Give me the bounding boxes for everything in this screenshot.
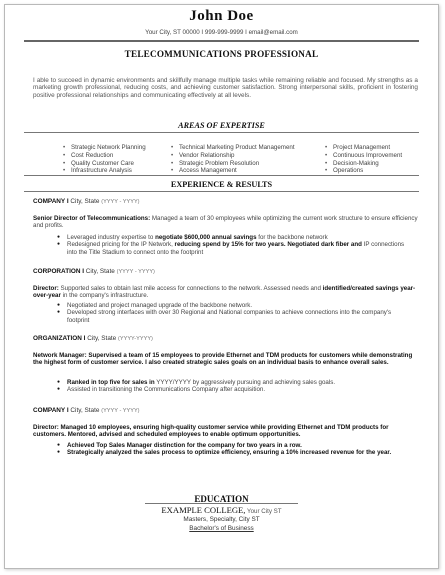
bullet-text: Developed strong interfaces with over 30 Regional and National companies to achieve connections into the company's footprint [67,309,392,324]
company-name: COMPANY I [33,198,69,205]
expertise-item: • Technical Marketing Product Management [171,144,295,152]
college-line [5,505,438,515]
company-location: City, State [68,198,102,205]
job-dates: (YYYY - YYYY) [101,199,140,205]
bullet-text: IP connections into the Title Stadium to connect onto the footprint [67,241,405,256]
company-location: City, State [85,335,118,342]
expertise-item: • Access Management [171,167,295,175]
job-description [33,215,421,230]
expertise-column-3 [325,144,402,175]
job-description [33,424,421,439]
job-bullets [60,302,415,324]
expertise-item: • Infrastructure Analysis [63,167,146,175]
expertise-item: • Continuous Improvement [325,152,402,160]
job-bullet [60,386,415,393]
job-role-tail: in the company's infrastructure. [60,292,149,300]
expertise-item: • Operations [325,167,402,175]
contact-email: I email@email.com [243,29,298,36]
job-role: Network Manager: [33,352,89,359]
job-description [33,352,421,367]
bullet-text: YYYY/YYYY by aggressively pursuing and achieving sales goals. [154,379,336,386]
degree-masters: Masters, Specialty, City ST [183,516,260,523]
expertise-item: • Vendor Relationship [171,152,295,160]
job-description [33,285,421,300]
experience-divider-bottom [24,191,419,192]
contact-address: Your City, ST 00000 I [145,29,205,36]
job-role-highlight: identified/created savings year-over-year [33,285,416,300]
job-bullets [60,234,415,256]
job-bullets [60,442,415,457]
education-divider [145,503,298,504]
job-role-text: Managed 10 employees, ensuring high-quality customer service while providing Ethernet and TDM products for customers. Mentored, advised and scheduled employees to enable optimum opportunities. [33,424,389,439]
bullet-text: Redesigned pricing for the IP Network, [67,241,175,249]
job-role-text: Managed a team of 30 employees while optimizing the current work structure to ensure efficiency and profits. [33,215,418,230]
resume-page [4,4,439,569]
summary-paragraph: I able to succeed in dynamic environments and skillfully manage multiple tasks while remaining reliable and focused. My strengths as a marketing growth professional, reducing costs, and achieving customer satisfaction. Strong interpersonal skills, proficient in fostering positive professional relationships and communicating effectively at all levels. [33,77,418,99]
degree-bachelor [5,525,438,532]
job-header [33,268,421,275]
job-role: Director: [33,424,61,431]
job-dates: (YYYY - YYYY) [101,408,140,414]
job-bullet [60,379,415,386]
job-header [33,335,421,342]
bullet-highlight: negotiate $600,000 annual savings [155,234,257,241]
bullet-text: Leveraged industry expertise to [67,234,156,241]
expertise-item: • Quality Customer Care [63,160,146,168]
job-bullet [60,309,415,324]
bullet-highlight: Achieved Top Sales Manager distinction for the company for two years in a row. [67,442,302,449]
expertise-item: • Strategic Problem Resolution [171,160,295,168]
bullet-highlight: Strategically analyzed the sales process to optimize efficiency, ensuring a 10% increased revenue for the year. [67,449,392,457]
job-role-text: Supervised a team of 15 employees to provide Ethernet and TDM products for customers while demonstrating the highest form of customer service. I also created strategic sales goals on an individual basis to enhance overall sales. [33,352,413,367]
expertise-divider [24,132,419,133]
job-role: Senior Director of Telecommunications: [33,215,152,222]
company-name: CORPORATION I [33,268,85,275]
bullet-text: Assisted in transitioning the Communications Company after acquisition. [67,386,266,394]
expertise-item: • Project Management [325,144,402,152]
bullet-highlight: Ranked in top five for sales in [67,379,155,386]
job-dates: (YYYY-YYYY) [118,336,153,342]
bullet-highlight: reducing spend by 15% for two years. Negotiated dark fiber and [174,241,362,249]
job-role-text: Supported sales to obtain last mile access for connections to the network. Assessed needs and [60,285,321,292]
contact-line [5,29,438,36]
job-bullet [60,234,415,241]
expertise-item: • Cost Reduction [63,152,146,160]
expertise-item: • Strategic Network Planning [63,144,146,152]
job-header [33,407,421,414]
experience-divider-top [24,175,419,176]
company-name: COMPANY I [33,407,69,414]
college-name: EXAMPLE COLLEGE, [161,505,246,515]
job-bullet [60,241,415,256]
job-bullet [60,449,415,456]
expertise-column-2 [171,144,295,175]
job-bullet [60,302,415,309]
company-location: City, State [68,407,102,414]
experience-heading: EXPERIENCE & RESULTS [170,180,273,189]
expertise-column-1 [63,144,146,175]
education-heading: EDUCATION [194,494,249,504]
job-header [33,198,421,205]
job-bullets [60,379,415,394]
job-dates: (YYYY - YYYY) [116,269,155,275]
job-role: Director: [33,285,61,292]
header-divider [24,40,419,42]
company-name: ORGANIZATION I [33,335,86,342]
college-location: Your City ST [245,508,282,515]
candidate-name: John Doe [189,8,254,24]
professional-title: TELECOMMUNICATIONS PROFESSIONAL [124,49,319,59]
company-location: City, State [84,268,117,275]
contact-phone: 999-999-9999 [204,29,244,36]
bullet-text: for the backbone network [256,234,328,241]
expertise-item: • Decision-Making [325,160,402,168]
expertise-heading: AREAS OF EXPERTISE [178,121,265,130]
bullet-text: Negotiated and project managed upgrade of the backbone network. [67,302,253,309]
job-bullet [60,442,415,449]
degree-bachelor-text: Bachelor's of Business [189,525,254,532]
